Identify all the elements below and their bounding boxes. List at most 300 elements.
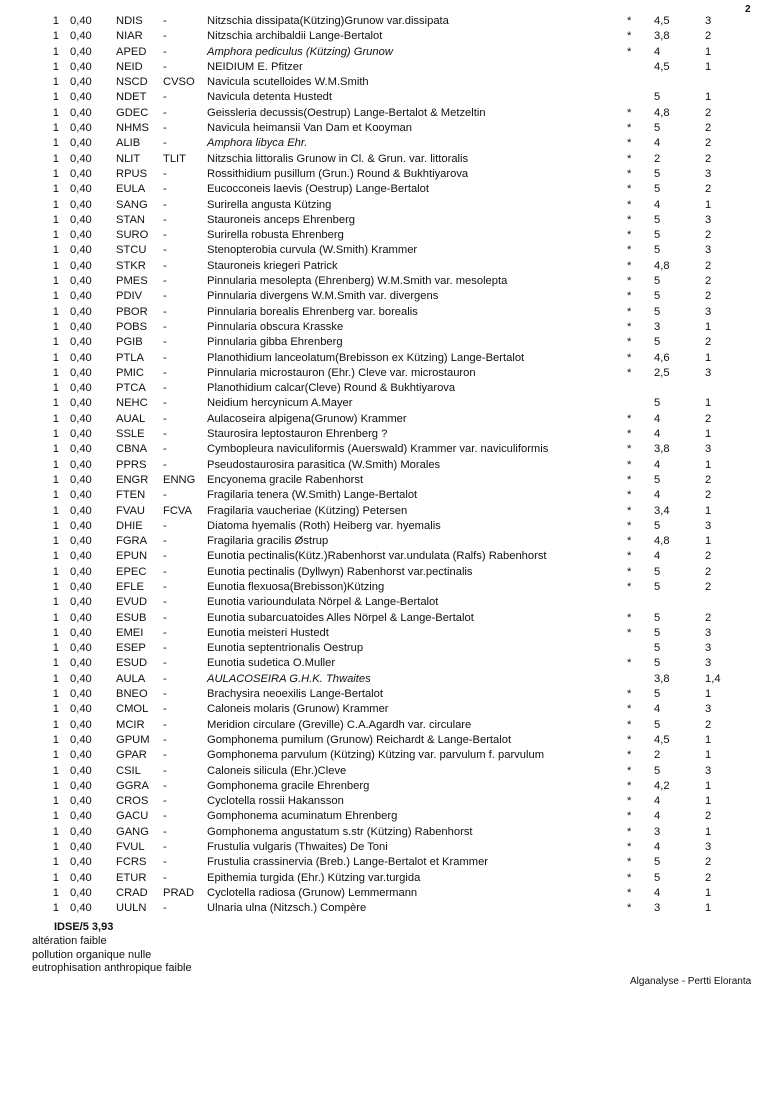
taxon-name-cell: Fragilaria gracilis Østrup (207, 535, 329, 548)
count-cell: 1 (52, 106, 59, 119)
count-cell: 1 (52, 672, 59, 685)
taxon-code-cell: GANG (116, 825, 149, 838)
taxon-code-cell: GGRA (116, 779, 149, 792)
sensitivity-cell: 5 (654, 718, 661, 731)
sensitivity-cell: 4,6 (654, 351, 670, 364)
taxon-code-cell: DHIE (116, 519, 143, 532)
count-cell: 1 (52, 76, 59, 89)
taxon-code-cell: ESUD (116, 657, 148, 670)
taxon-name-cell: Eunotia varioundulata Nörpel & Lange-Bertalot (207, 596, 439, 609)
synonym-code-cell: PRAD (163, 886, 195, 899)
indicator-star-cell: * (627, 841, 632, 854)
table-row (0, 702, 781, 717)
taxon-code-cell: FVAU (116, 504, 146, 517)
sensitivity-cell: 5 (654, 657, 661, 670)
taxon-code-cell: FTEN (116, 489, 146, 502)
taxon-code-cell: BNEO (116, 688, 148, 701)
indicator-value-cell: 2 (705, 473, 712, 486)
table-row (0, 106, 781, 121)
indicator-star-cell: * (627, 764, 632, 777)
frequency-cell: 0,40 (70, 642, 92, 655)
synonym-code-cell: - (163, 137, 167, 150)
frequency-cell: 0,40 (70, 519, 92, 532)
indicator-value-cell: 2 (705, 275, 712, 288)
synonym-code-cell: - (163, 795, 167, 808)
table-row (0, 840, 781, 855)
indicator-star-cell: * (627, 366, 632, 379)
sensitivity-cell: 4 (654, 489, 661, 502)
taxon-name-cell: Pinnularia divergens W.M.Smith var. divergens (207, 290, 439, 303)
frequency-cell: 0,40 (70, 290, 92, 303)
table-row (0, 565, 781, 580)
table-row (0, 825, 781, 840)
table-row (0, 136, 781, 151)
synonym-code-cell: - (163, 15, 167, 27)
indicator-value-cell: 3 (705, 764, 712, 777)
synonym-code-cell: - (163, 718, 167, 731)
indicator-star-cell: * (627, 106, 632, 119)
sensitivity-cell: 5 (654, 290, 661, 303)
taxon-code-cell: NEID (116, 60, 143, 73)
count-cell: 1 (52, 795, 59, 808)
taxon-name-cell: Neidium hercynicum A.Mayer (207, 397, 353, 410)
indicator-star-cell: * (627, 703, 632, 716)
sensitivity-cell: 2 (654, 749, 661, 762)
frequency-cell: 0,40 (70, 535, 92, 548)
sensitivity-cell: 4,8 (654, 535, 670, 548)
taxon-name-cell: Geissleria decussis(Oestrup) Lange-Bertalot & Metzeltin (207, 106, 486, 119)
indicator-value-cell: 2 (705, 810, 712, 823)
indicator-star-cell: * (627, 473, 632, 486)
taxon-code-cell: MCIR (116, 718, 145, 731)
count-cell: 1 (52, 198, 59, 211)
frequency-cell: 0,40 (70, 504, 92, 517)
taxon-name-cell: Caloneis silicula (Ehr.)Cleve (207, 764, 347, 777)
taxon-name-cell: Stauroneis anceps Ehrenberg (207, 213, 356, 226)
synonym-code-cell: - (163, 596, 167, 609)
taxon-name-cell: Eunotia flexuosa(Brebisson)Kützing (207, 580, 385, 593)
frequency-cell: 0,40 (70, 45, 92, 58)
taxon-code-cell: EULA (116, 183, 146, 196)
count-cell: 1 (52, 565, 59, 578)
indicator-value-cell: 2 (705, 412, 712, 425)
synonym-code-cell: - (163, 443, 167, 456)
taxon-name-cell: Fragilaria vaucheriae (Kützing) Petersen (207, 504, 408, 517)
count-cell: 1 (52, 60, 59, 73)
indicator-value-cell: 2 (705, 550, 712, 563)
taxon-name-cell: Gomphonema parvulum (Kützing) Kützing var. parvulum f. parvulum (207, 749, 545, 762)
synonym-code-cell: - (163, 30, 167, 43)
indicator-star-cell: * (627, 412, 632, 425)
frequency-cell: 0,40 (70, 336, 92, 349)
synonym-code-cell: - (163, 489, 167, 502)
taxon-code-cell: STKR (116, 259, 146, 272)
indicator-value-cell: 1 (705, 351, 712, 364)
table-row (0, 427, 781, 442)
table-row (0, 611, 781, 626)
taxon-code-cell: PBOR (116, 305, 148, 318)
frequency-cell: 0,40 (70, 672, 92, 685)
synonym-code-cell: - (163, 779, 167, 792)
taxon-code-cell: CMOL (116, 703, 149, 716)
count-cell: 1 (52, 259, 59, 272)
sensitivity-cell: 2,5 (654, 366, 670, 379)
table-row (0, 871, 781, 886)
indicator-value-cell: 3 (705, 15, 712, 27)
sensitivity-cell: 5 (654, 275, 661, 288)
taxon-code-cell: APED (116, 45, 147, 58)
table-row (0, 809, 781, 824)
taxon-name-cell: Pinnularia microstauron (Ehr.) Cleve var. microstauron (207, 366, 476, 379)
sensitivity-cell: 3,8 (654, 30, 670, 43)
sensitivity-cell: 5 (654, 519, 661, 532)
sensitivity-cell: 3,4 (654, 504, 670, 517)
table-row (0, 488, 781, 503)
table-row (0, 29, 781, 44)
frequency-cell: 0,40 (70, 902, 92, 915)
indicator-star-cell: * (627, 137, 632, 150)
table-row (0, 886, 781, 901)
taxon-name-cell: NEIDIUM E. Pfitzer (207, 60, 303, 73)
sensitivity-cell: 5 (654, 122, 661, 135)
taxon-name-cell: Surirella robusta Ehrenberg (207, 229, 344, 242)
frequency-cell: 0,40 (70, 152, 92, 165)
indicator-value-cell: 2 (705, 229, 712, 242)
taxon-code-cell: NLIT (116, 152, 141, 165)
taxon-name-cell: Frustulia vulgaris (Thwaites) De Toni (207, 841, 388, 854)
frequency-cell: 0,40 (70, 382, 92, 395)
table-row (0, 519, 781, 534)
count-cell: 1 (52, 275, 59, 288)
synonym-code-cell: - (163, 213, 167, 226)
frequency-cell: 0,40 (70, 183, 92, 196)
species-table (0, 14, 781, 917)
indicator-value-cell: 1 (705, 886, 712, 899)
frequency-cell: 0,40 (70, 443, 92, 456)
sensitivity-cell: 5 (654, 213, 661, 226)
taxon-name-cell: Gomphonema angustatum s.str (Kützing) Rabenhorst (207, 825, 473, 838)
indicator-value-cell: 1 (705, 902, 712, 915)
synonym-code-cell: - (163, 198, 167, 211)
synonym-code-cell: - (163, 611, 167, 624)
taxon-name-cell: Frustulia crassinervia (Breb.) Lange-Bertalot et Krammer (207, 856, 489, 869)
sensitivity-cell: 4 (654, 45, 661, 58)
frequency-cell: 0,40 (70, 412, 92, 425)
count-cell: 1 (52, 366, 59, 379)
indicator-star-cell: * (627, 733, 632, 746)
taxon-code-cell: NIAR (116, 30, 143, 43)
taxon-name-cell: Navicula scutelloides W.M.Smith (207, 76, 369, 89)
indicator-star-cell: * (627, 152, 632, 165)
count-cell: 1 (52, 841, 59, 854)
alteration-level: altération faible (32, 934, 107, 947)
synonym-code-cell: - (163, 259, 167, 272)
indicator-star-cell: * (627, 229, 632, 242)
count-cell: 1 (52, 91, 59, 104)
indicator-value-cell: 3 (705, 366, 712, 379)
synonym-code-cell: - (163, 703, 167, 716)
sensitivity-cell: 4,5 (654, 15, 670, 27)
sensitivity-cell: 4 (654, 810, 661, 823)
table-row (0, 121, 781, 136)
synonym-code-cell: - (163, 565, 167, 578)
count-cell: 1 (52, 458, 59, 471)
taxon-name-cell: Staurosira leptostauron Ehrenberg ? (207, 428, 388, 441)
indicator-value-cell: 1 (705, 825, 712, 838)
indicator-value-cell: 3 (705, 305, 712, 318)
sensitivity-cell: 5 (654, 688, 661, 701)
indicator-star-cell: * (627, 443, 632, 456)
indicator-star-cell: * (627, 871, 632, 884)
frequency-cell: 0,40 (70, 428, 92, 441)
table-row (0, 243, 781, 258)
taxon-name-cell: Caloneis molaris (Grunow) Krammer (207, 703, 389, 716)
taxon-code-cell: NHMS (116, 122, 149, 135)
indicator-star-cell: * (627, 810, 632, 823)
table-row (0, 473, 781, 488)
taxon-name-cell: Pinnularia obscura Krasske (207, 320, 344, 333)
sensitivity-cell: 3 (654, 825, 661, 838)
frequency-cell: 0,40 (70, 718, 92, 731)
table-row (0, 167, 781, 182)
count-cell: 1 (52, 657, 59, 670)
synonym-code-cell: - (163, 106, 167, 119)
taxon-name-cell: Encyonema gracile Rabenhorst (207, 473, 364, 486)
sensitivity-cell: 5 (654, 336, 661, 349)
count-cell: 1 (52, 137, 59, 150)
synonym-code-cell: - (163, 428, 167, 441)
table-row (0, 305, 781, 320)
synonym-code-cell: - (163, 825, 167, 838)
indicator-star-cell: * (627, 580, 632, 593)
table-row (0, 748, 781, 763)
indicator-value-cell: 3 (705, 244, 712, 257)
indicator-value-cell: 3 (705, 167, 712, 180)
frequency-cell: 0,40 (70, 366, 92, 379)
frequency-cell: 0,40 (70, 30, 92, 43)
count-cell: 1 (52, 519, 59, 532)
indicator-star-cell: * (627, 290, 632, 303)
taxon-name-cell: Nitzschia archibaldii Lange-Bertalot (207, 30, 383, 43)
frequency-cell: 0,40 (70, 810, 92, 823)
indicator-value-cell: 2 (705, 183, 712, 196)
indicator-value-cell: 1 (705, 779, 712, 792)
taxon-name-cell: Navicula heimansii Van Dam et Kooyman (207, 122, 412, 135)
indicator-star-cell: * (627, 611, 632, 624)
indicator-value-cell: 3 (705, 657, 712, 670)
indicator-star-cell: * (627, 565, 632, 578)
indicator-value-cell: 1 (705, 60, 712, 73)
synonym-code-cell: - (163, 229, 167, 242)
frequency-cell: 0,40 (70, 60, 92, 73)
indicator-star-cell: * (627, 535, 632, 548)
count-cell: 1 (52, 535, 59, 548)
synonym-code-cell: - (163, 366, 167, 379)
sensitivity-cell: 5 (654, 764, 661, 777)
frequency-cell: 0,40 (70, 167, 92, 180)
taxon-name-cell: Cymbopleura naviculiformis (Auerswald) Krammer var. naviculiformis (207, 443, 549, 456)
taxon-code-cell: GPAR (116, 749, 147, 762)
taxon-name-cell: Ulnaria ulna (Nitzsch.) Compère (207, 902, 367, 915)
count-cell: 1 (52, 580, 59, 593)
indicator-star-cell: * (627, 825, 632, 838)
count-cell: 1 (52, 764, 59, 777)
table-row (0, 855, 781, 870)
synonym-code-cell: - (163, 91, 167, 104)
taxon-code-cell: PTLA (116, 351, 144, 364)
table-row (0, 534, 781, 549)
table-row (0, 641, 781, 656)
synonym-code-cell: - (163, 305, 167, 318)
sensitivity-cell: 5 (654, 626, 661, 639)
frequency-cell: 0,40 (70, 106, 92, 119)
indicator-star-cell: * (627, 336, 632, 349)
frequency-cell: 0,40 (70, 779, 92, 792)
indicator-star-cell: * (627, 167, 632, 180)
synonym-code-cell: - (163, 320, 167, 333)
sensitivity-cell: 4,2 (654, 779, 670, 792)
count-cell: 1 (52, 825, 59, 838)
taxon-code-cell: EVUD (116, 596, 148, 609)
taxon-code-cell: GDEC (116, 106, 149, 119)
indicator-value-cell: 1 (705, 733, 712, 746)
frequency-cell: 0,40 (70, 580, 92, 593)
page-number: 2 (745, 4, 751, 15)
table-row (0, 351, 781, 366)
sensitivity-cell: 4 (654, 137, 661, 150)
taxon-name-cell: Gomphonema pumilum (Grunow) Reichardt & Lange-Bertalot (207, 733, 512, 746)
count-cell: 1 (52, 626, 59, 639)
taxon-name-cell: Navicula detenta Hustedt (207, 91, 333, 104)
frequency-cell: 0,40 (70, 351, 92, 364)
taxon-code-cell: STCU (116, 244, 147, 257)
frequency-cell: 0,40 (70, 305, 92, 318)
taxon-code-cell: CSIL (116, 764, 141, 777)
indicator-value-cell: 3 (705, 443, 712, 456)
sensitivity-cell: 4 (654, 428, 661, 441)
count-cell: 1 (52, 871, 59, 884)
table-row (0, 182, 781, 197)
taxon-code-cell: CROS (116, 795, 149, 808)
indicator-value-cell: 1 (705, 397, 712, 410)
synonym-code-cell: - (163, 458, 167, 471)
count-cell: 1 (52, 504, 59, 517)
taxon-code-cell: RPUS (116, 167, 148, 180)
sensitivity-cell: 4 (654, 841, 661, 854)
synonym-code-cell: - (163, 45, 167, 58)
taxon-code-cell: CBNA (116, 443, 148, 456)
taxon-code-cell: FCRS (116, 856, 147, 869)
synonym-code-cell: - (163, 642, 167, 655)
table-row (0, 504, 781, 519)
indicator-value-cell: 1 (705, 91, 712, 104)
indicator-value-cell: 3 (705, 213, 712, 226)
taxon-code-cell: ESUB (116, 611, 147, 624)
taxon-code-cell: NDET (116, 91, 147, 104)
indicator-star-cell: * (627, 902, 632, 915)
taxon-name-cell: Planothidium calcar(Cleve) Round & Bukhtiyarova (207, 382, 456, 395)
taxon-name-cell: Brachysira neoexilis Lange-Bertalot (207, 688, 383, 701)
indicator-value-cell: 1 (705, 795, 712, 808)
indicator-value-cell: 1 (705, 504, 712, 517)
indicator-value-cell: 3 (705, 519, 712, 532)
sensitivity-cell: 5 (654, 305, 661, 318)
count-cell: 1 (52, 336, 59, 349)
indicator-star-cell: * (627, 45, 632, 58)
count-cell: 1 (52, 443, 59, 456)
frequency-cell: 0,40 (70, 825, 92, 838)
count-cell: 1 (52, 749, 59, 762)
table-row (0, 14, 781, 29)
footer-credit: Alganalyse - Pertti Eloranta (630, 976, 752, 987)
taxon-name-cell: Nitzschia littoralis Grunow in Cl. & Grun. var. littoralis (207, 152, 469, 165)
taxon-code-cell: PGIB (116, 336, 143, 349)
taxon-code-cell: ESEP (116, 642, 146, 655)
indicator-value-cell: 2 (705, 489, 712, 502)
count-cell: 1 (52, 489, 59, 502)
frequency-cell: 0,40 (70, 871, 92, 884)
taxon-name-cell: Eunotia pectinalis(Kütz.)Rabenhorst var.undulata (Ralfs) Rabenhorst (207, 550, 547, 563)
synonym-code-cell: - (163, 841, 167, 854)
count-cell: 1 (52, 290, 59, 303)
taxon-name-cell: Pinnularia mesolepta (Ehrenberg) W.M.Smith var. mesolepta (207, 275, 508, 288)
synonym-code-cell: - (163, 733, 167, 746)
indicator-star-cell: * (627, 259, 632, 272)
indicator-value-cell: 2 (705, 611, 712, 624)
taxon-code-cell: CRAD (116, 886, 148, 899)
frequency-cell: 0,40 (70, 550, 92, 563)
count-cell: 1 (52, 550, 59, 563)
taxon-name-cell: Pseudostaurosira parasitica (W.Smith) Morales (207, 458, 441, 471)
frequency-cell: 0,40 (70, 626, 92, 639)
taxon-code-cell: EPUN (116, 550, 148, 563)
table-row (0, 259, 781, 274)
sensitivity-cell: 5 (654, 167, 661, 180)
taxon-code-cell: SURO (116, 229, 149, 242)
indicator-value-cell: 2 (705, 856, 712, 869)
indicator-star-cell: * (627, 198, 632, 211)
frequency-cell: 0,40 (70, 841, 92, 854)
table-row (0, 656, 781, 671)
synonym-code-cell: - (163, 60, 167, 73)
indicator-value-cell: 2 (705, 580, 712, 593)
synonym-code-cell: - (163, 688, 167, 701)
indicator-star-cell: * (627, 688, 632, 701)
indicator-value-cell: 3 (705, 642, 712, 655)
taxon-code-cell: AULA (116, 672, 146, 685)
table-row (0, 45, 781, 60)
frequency-cell: 0,40 (70, 15, 92, 27)
table-row (0, 228, 781, 243)
indicator-star-cell: * (627, 275, 632, 288)
count-cell: 1 (52, 382, 59, 395)
table-row (0, 764, 781, 779)
synonym-code-cell: - (163, 397, 167, 410)
taxon-name-cell: Eunotia sudetica O.Muller (207, 657, 336, 670)
taxon-code-cell: SSLE (116, 428, 145, 441)
sensitivity-cell: 5 (654, 244, 661, 257)
frequency-cell: 0,40 (70, 275, 92, 288)
table-row (0, 366, 781, 381)
taxon-name-cell: Pinnularia gibba Ehrenberg (207, 336, 343, 349)
indicator-star-cell: * (627, 458, 632, 471)
frequency-cell: 0,40 (70, 749, 92, 762)
indicator-star-cell: * (627, 213, 632, 226)
sensitivity-cell: 5 (654, 611, 661, 624)
taxon-code-cell: ALIB (116, 137, 141, 150)
indicator-value-cell: 1 (705, 198, 712, 211)
indicator-value-cell: 1 (705, 45, 712, 58)
